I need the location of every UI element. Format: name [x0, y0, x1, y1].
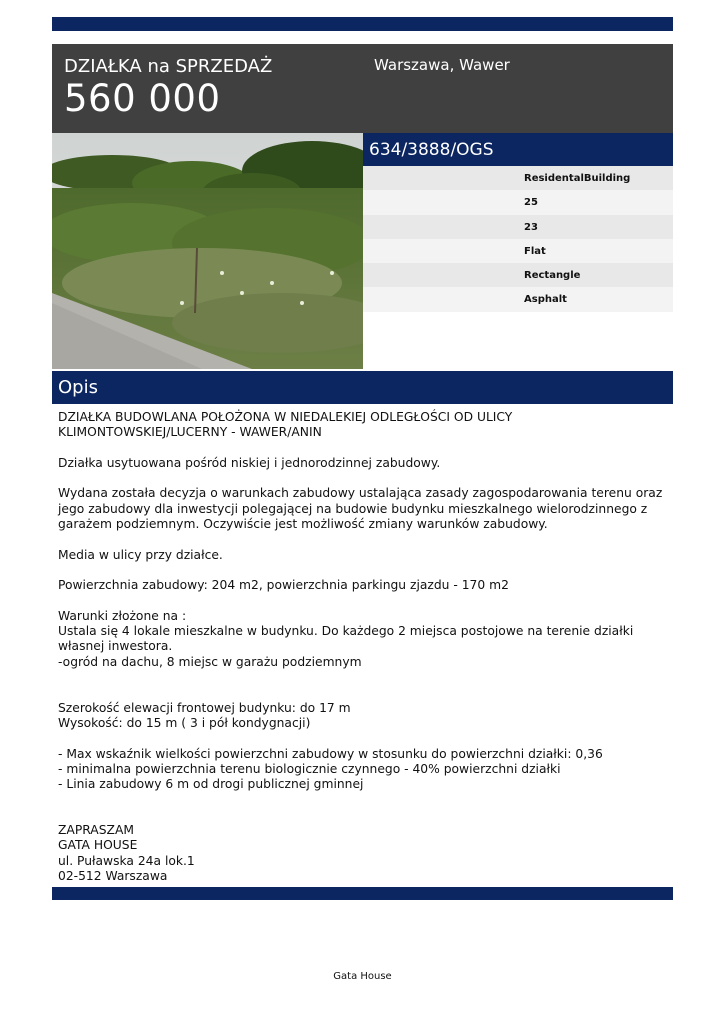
attribute-row: 23 — [363, 215, 673, 239]
description-line — [58, 471, 670, 486]
listing-price: 560 000 — [64, 77, 221, 120]
description-line — [58, 594, 670, 609]
description-line: -ogród na dachu, 8 miejsc w garażu podziemnym — [58, 654, 362, 669]
attribute-row: Rectangle — [363, 263, 673, 287]
description-line — [58, 441, 670, 456]
description-line: własnej inwestora. — [58, 639, 173, 654]
listing-title: DZIAŁKA na SPRZEDAŻ — [64, 56, 273, 77]
description-line: jego zabudowy dla inwestycji polegającej na budowie budynku mieszkalnego wielorodzinnego z — [58, 501, 648, 516]
description-line: ul. Puławska 24a lok.1 — [58, 853, 195, 868]
description-line: - Max wskaźnik wielkości powierzchni zabudowy w stosunku do powierzchni działki: 0,36 — [58, 746, 603, 761]
top-accent-bar — [52, 17, 673, 31]
description-line: KLIMONTOWSKIEJ/LUCERNY - WAWER/ANIN — [58, 425, 322, 440]
description-line: - Linia zabudowy 6 m od drogi publicznej gminnej — [58, 777, 364, 792]
attribute-row: 25 — [363, 190, 673, 214]
description-line — [58, 670, 670, 685]
description-line — [58, 731, 670, 746]
attribute-row: Flat — [363, 239, 673, 263]
description-line: ZAPRASZAM — [58, 823, 134, 838]
property-photo — [52, 133, 363, 369]
description-line — [58, 792, 670, 807]
description-line: Wysokość: do 15 m ( 3 i pół kondygnacji) — [58, 715, 311, 730]
description-line: Warunki złożone na : — [58, 608, 187, 623]
description-line: DZIAŁKA BUDOWLANA POŁOŻONA W NIEDALEKIEJ ODLEGŁOŚCI OD ULICY — [58, 410, 513, 424]
description-line: GATA HOUSE — [58, 838, 138, 853]
footer-text: Gata House — [333, 971, 392, 982]
attribute-row: ResidentalBuilding — [363, 166, 673, 190]
description-line — [58, 563, 670, 578]
attribute-row: Asphalt — [363, 287, 673, 311]
listing-location: Warszawa, Wawer — [374, 56, 510, 74]
description-line: garażem podziemnym. Oczywiście jest możliwość zmiany warunków zabudowy. — [58, 517, 548, 532]
description-line: Powierzchnia zabudowy: 204 m2, powierzchnia parkingu zjazdu - 170 m2 — [58, 578, 509, 593]
description-line — [58, 685, 670, 700]
description-heading-bar — [52, 371, 673, 404]
description-line — [58, 808, 670, 823]
attributes-table — [363, 166, 673, 312]
listing-reference: 634/3888/OGS — [369, 140, 494, 160]
description-line — [58, 532, 670, 547]
description-line: Działka usytuowana pośród niskiej i jednorodzinnej zabudowy. — [58, 455, 441, 470]
description-line: Wydana została decyzja o warunkach zabudowy ustalająca zasady zagospodarowania terenu oraz — [58, 486, 663, 501]
description-heading: Opis — [58, 377, 98, 398]
description-text — [58, 410, 670, 884]
bottom-accent-bar — [52, 887, 673, 900]
description-line: Szerokość elewacji frontowej budynku: do 17 m — [58, 700, 351, 715]
description-line: Ustala się 4 lokale mieszkalne w budynku. Do każdego 2 miejsca postojowe na terenie działki — [58, 624, 634, 639]
reference-bar — [363, 133, 673, 166]
listing-header — [52, 44, 673, 133]
description-line: 02-512 Warszawa — [58, 868, 168, 883]
description-line: Media w ulicy przy działce. — [58, 547, 223, 562]
description-line: - minimalna powierzchnia terenu biologicznie czynnego - 40% powierzchni działki — [58, 761, 561, 776]
